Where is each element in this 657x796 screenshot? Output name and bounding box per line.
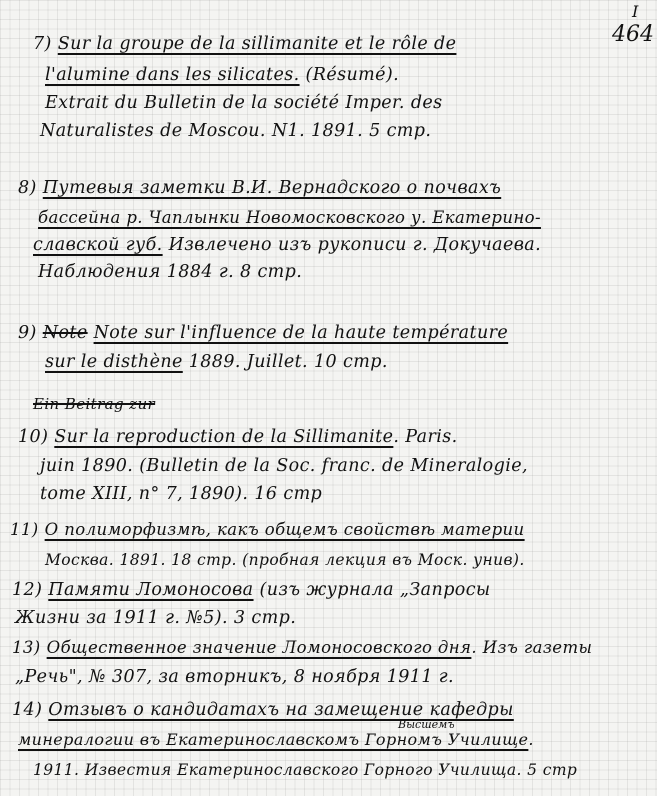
- text-segment: 12): [12, 580, 43, 600]
- entry-10-line-2: juin 1890. (Bulletin de la Soc. franc. de Mineralogie,: [40, 456, 528, 476]
- entry-8-line-3: [33, 234, 541, 256]
- text-segment: 11): [10, 520, 39, 539]
- text-segment: (Résumé).: [305, 65, 400, 85]
- text-segment: sur le disthène: [45, 352, 183, 372]
- text-segment: 14): [12, 700, 43, 720]
- text-segment: (изъ журнала „Запросы: [259, 580, 491, 600]
- struck-line: Ein Beitrag zur: [33, 395, 156, 413]
- entry-7-line-4: Naturalistes de Moscou. N1. 1891. 5 стр.: [40, 121, 432, 141]
- text-segment: Извлечено изъ рукописи г. Докучаева.: [168, 235, 542, 255]
- text-segment: Sur la reproduction de la Sillimanite: [54, 427, 394, 447]
- text-segment: Памяти Ломоносова: [48, 580, 254, 600]
- entry-10-line-3: tome XIII, n° 7, 1890). 16 стр: [40, 484, 323, 504]
- entry-9-line-2: [45, 351, 388, 373]
- text-segment: Sur la groupe de la sillimanite et le rôle de: [57, 34, 457, 54]
- entry-8-line-4: Наблюдения 1884 г. 8 стр.: [38, 262, 303, 282]
- text-segment: 9): [18, 323, 37, 343]
- text-segment: Note sur l'influence de la haute température: [93, 323, 509, 343]
- text-segment: славской губ.: [33, 235, 163, 255]
- text-segment: бассейна р. Чаплынки Новомосковского у. Екатерино-: [38, 208, 541, 227]
- entry-number: 7): [33, 34, 52, 54]
- entry-9-line-1: [18, 322, 508, 344]
- text-segment: 8): [18, 178, 37, 198]
- text-segment: О полиморфизмѣ, какъ общемъ свойствѣ материи: [44, 520, 525, 539]
- text-segment: Отзывъ о кандидатахъ на замещение кафедры: [48, 700, 514, 720]
- text-segment: l'alumine dans les silicates.: [45, 65, 300, 85]
- entry-13-line-1: [12, 637, 592, 659]
- entry-12-line-2: Жизни за 1911 г. №5). 3 стр.: [15, 608, 297, 628]
- text-segment: Note: [42, 323, 88, 343]
- text-segment: 13): [12, 638, 41, 657]
- entry-7-line-3: Extrait du Bulletin de la société Imper. des: [45, 93, 443, 113]
- entry-10-line-1: [18, 426, 458, 448]
- text-segment: Общественное значение Ломоносовского дня: [46, 638, 472, 657]
- text-segment: .: [528, 730, 534, 749]
- folio-number: 464: [612, 22, 654, 47]
- text-segment: 1889. Juillet. 10 стр.: [188, 352, 388, 372]
- entry-7-line-1: [33, 33, 456, 55]
- inserted-word: Высшемъ: [398, 718, 455, 731]
- folio-mark: I: [632, 2, 639, 21]
- entry-13-line-2: „Речь", № 307, за вторникъ, 8 ноября 1911 г.: [15, 667, 455, 687]
- text-segment: . Paris.: [393, 427, 458, 447]
- entry-14-line-3: 1911. Известия Екатеринославского Горного Училища. 5 стр: [33, 761, 578, 779]
- text-segment: Путевыя заметки В.И. Вернадского о почвахъ: [42, 178, 502, 198]
- entry-7-line-2: [45, 64, 399, 86]
- entry-8-line-2: [38, 207, 541, 229]
- text-segment: . Изъ газеты: [471, 638, 593, 657]
- entry-11-line-2: Москва. 1891. 18 стр. (пробная лекция въ Моск. унив).: [45, 551, 525, 569]
- entry-11-line-1: [10, 519, 525, 541]
- text-segment: минералогии въ Екатеринославскомъ Горномъ Училище: [18, 730, 529, 749]
- entry-8-line-1: [18, 177, 501, 199]
- entry-12-line-1: [12, 579, 491, 601]
- entry-14-line-2: [18, 729, 534, 751]
- text-segment: 10): [18, 427, 49, 447]
